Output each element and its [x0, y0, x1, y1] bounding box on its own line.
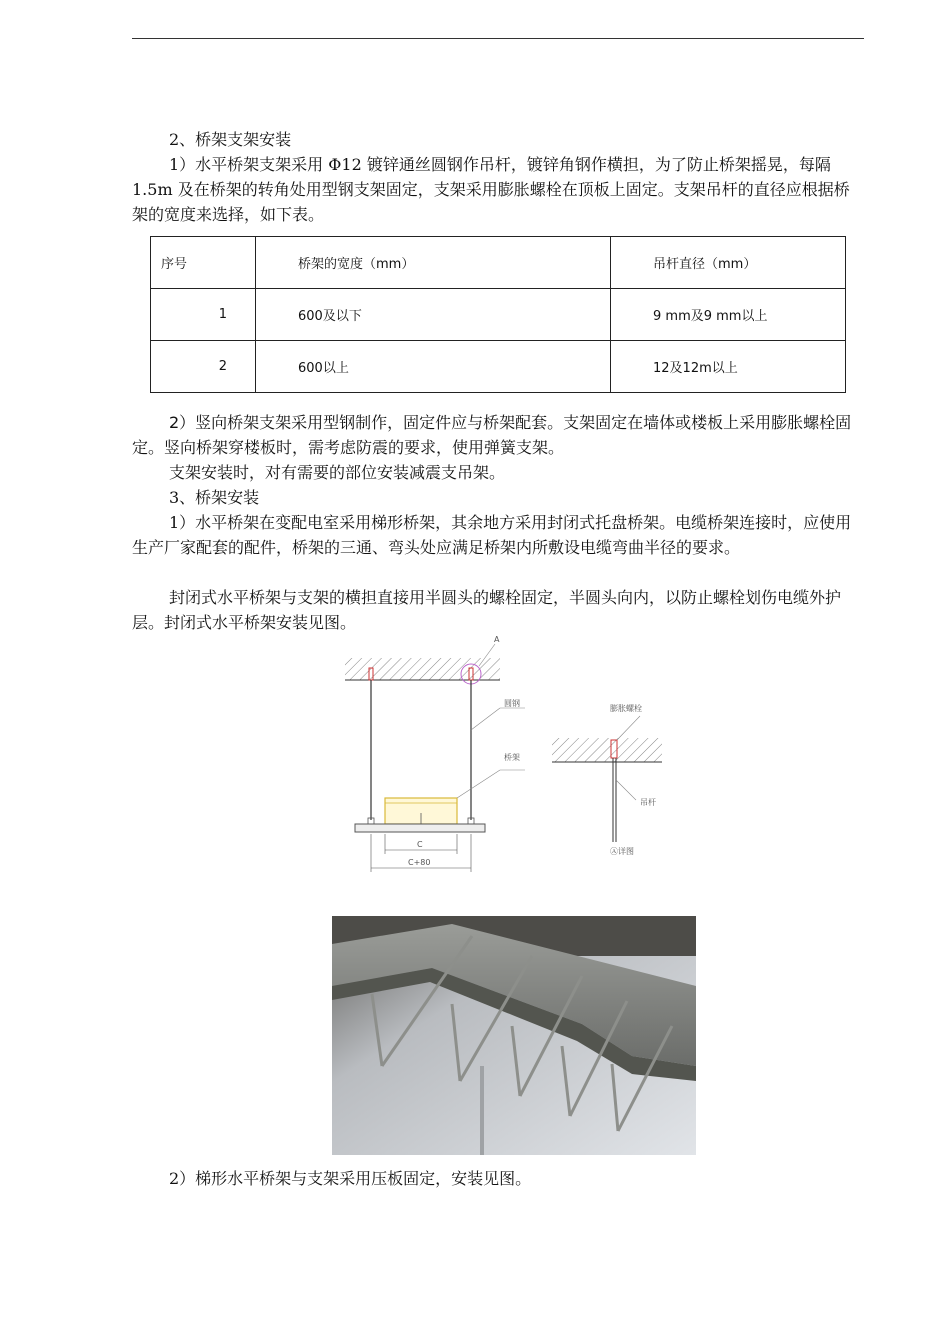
label-round-steel: 圆钢	[504, 699, 520, 708]
paragraph-2-2: 2）竖向桥架支架采用型钢制作，固定件应与桥架配套。支架固定在墙体或楼板上采用膨胀螺栓固定。竖向桥架穿楼板时，需考虑防震的要求，使用弹簧支架。	[132, 413, 852, 457]
rod-diameter-table	[150, 236, 846, 393]
label-anchor-bolt: 膨胀螺栓	[610, 704, 642, 713]
header-cell-width: 桥架的宽度（mm）	[256, 237, 611, 289]
table-cell: 9 mm及9 mm以上	[611, 289, 846, 341]
label-detail-a: Ⓐ详图	[610, 847, 634, 856]
section-2-title: 2、桥架支架安装	[169, 130, 292, 149]
table-cell: 12及12m以上	[611, 341, 846, 393]
closed-tray-photo	[332, 916, 696, 1155]
table-row	[151, 341, 846, 393]
label-tray: 桥架	[504, 753, 520, 762]
label-a: A	[494, 635, 500, 644]
paragraph-2-1: 1）水平桥架支架采用 Φ12 镀锌通丝圆钢作吊杆，镀锌角钢作横担，为了防止桥架摇晃，每隔 1.5m 及在桥架的转角处用型钢支架固定，支架采用膨胀螺栓在顶板上固定。支架吊杆的直径应根据桥架的宽度来选择，如下表。	[132, 155, 850, 224]
header-cell-diameter: 吊杆直径（mm）	[611, 237, 846, 289]
table-row	[151, 289, 846, 341]
label-c80: C+80	[408, 858, 431, 867]
table-cell: 2	[151, 341, 256, 393]
table-cell: 600以上	[256, 341, 611, 393]
paragraph-support: 支架安装时，对有需要的部位安装减震支吊架。	[169, 463, 506, 482]
paragraph-3-closed: 封闭式水平桥架与支架的横担直接用半圆头的螺栓固定，半圆头向内，以防止螺栓划伤电缆外护层。封闭式水平桥架安装见图。	[132, 588, 842, 632]
ceiling-hatch	[345, 658, 500, 680]
tray-installation-diagram	[340, 630, 675, 875]
detail-ceiling-hatch	[552, 738, 662, 762]
paragraph-3-2: 2）梯形水平桥架与支架采用压板固定，安装见图。	[169, 1169, 532, 1188]
angle-steel-crossarm	[355, 824, 485, 832]
paragraph-3-1: 1）水平桥架在变配电室采用梯形桥架，其余地方采用封闭式托盘桥架。电缆桥架连接时，应使用生产厂家配套的配件，桥架的三通、弯头处应满足桥架内所敷设电缆弯曲半径的要求。	[132, 513, 852, 557]
label-c: C	[417, 840, 423, 849]
header-rule	[132, 38, 864, 39]
table-cell: 600及以下	[256, 289, 611, 341]
label-rod: 吊杆	[640, 798, 656, 807]
section-3-title: 3、桥架安装	[169, 488, 260, 507]
header-cell-index: 序号	[151, 237, 256, 289]
table-header-row	[151, 237, 846, 289]
table-cell: 1	[151, 289, 256, 341]
